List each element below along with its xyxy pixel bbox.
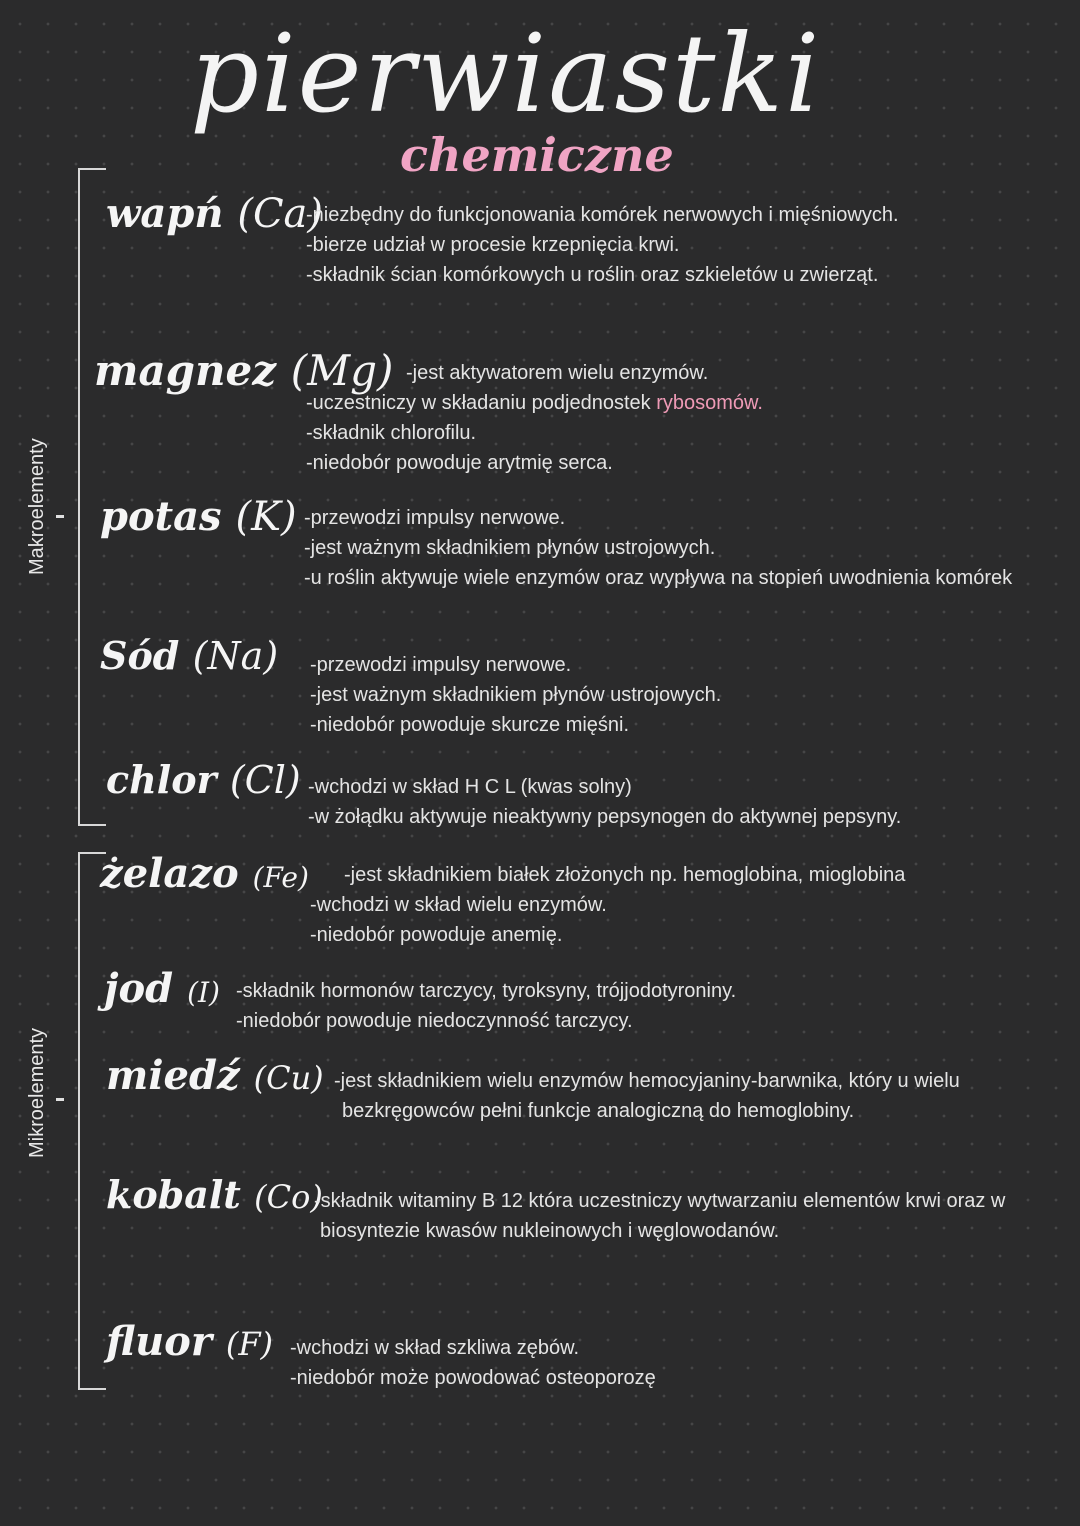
element-name-cu: miedź (Cu) — [106, 1052, 324, 1099]
element-symbol-cl: (Cl) — [229, 758, 301, 802]
element-description-ca — [306, 200, 899, 290]
description-line: -jest składnikiem białek złożonych np. hemoglobina, mioglobina — [344, 864, 906, 886]
description-line: -jest ważnym składnikiem płynów ustrojowych. — [304, 537, 716, 559]
description-line: -jest aktywatorem wielu enzymów. — [406, 362, 709, 384]
element-name-co: kobalt (Co) — [106, 1172, 323, 1217]
description-line: -wchodzi w skład wielu enzymów. — [310, 894, 607, 916]
element-description-na — [310, 650, 721, 740]
highlight-ribosomes: rybosomów. — [656, 392, 763, 414]
element-symbol-fe: (Fe) — [252, 861, 309, 894]
description-line: -wchodzi w skład H C L (kwas solny) — [308, 776, 632, 798]
element-symbol-co: (Co) — [254, 1178, 323, 1216]
description-line: -niedobór powoduje anemię. — [310, 924, 563, 946]
description-line: biosyntezie kwasów nukleinowych i węglowodanów. — [320, 1220, 780, 1242]
element-description-k — [304, 503, 1012, 593]
description-line: -niezbędny do funkcjonowania komórek nerwowych i mięśniowych. — [306, 204, 899, 226]
description-line: -niedobór powoduje arytmię serca. — [306, 452, 613, 474]
element-name-i: jod (I) — [104, 965, 220, 1012]
element-description-mg — [306, 358, 763, 478]
element-symbol-mg: (Mg) — [290, 346, 394, 395]
element-name-ca: wapń (Ca) — [106, 190, 324, 237]
page-subtitle: chemiczne — [400, 128, 674, 182]
element-name-cl: chlor (Cl) — [106, 757, 301, 802]
element-description-fe — [310, 860, 905, 950]
element-symbol-i: (I) — [187, 976, 220, 1009]
microelements-bracket-tick — [56, 1098, 64, 1101]
description-line: -niedobór może powodować osteoporozę — [290, 1367, 656, 1389]
element-name-k: potas (K) — [100, 493, 297, 540]
element-name-fe: żelazo (Fe) — [100, 850, 309, 897]
element-symbol-k: (K) — [235, 494, 297, 540]
description-line: -niedobór powoduje skurcze mięśni. — [310, 714, 630, 736]
description-line: -niedobór powoduje niedoczynność tarczycy. — [236, 1010, 633, 1032]
element-description-cl — [308, 772, 901, 832]
microelements-label: Mikroelementy — [26, 1027, 48, 1158]
element-symbol-ca: (Ca) — [237, 191, 324, 237]
element-name-mg: magnez (Mg) — [94, 346, 394, 395]
description-line: -składnik witaminy B 12 która uczestniczy wytwarzaniu elementów krwi oraz w — [314, 1190, 1006, 1212]
description-line: -jest ważnym składnikiem płynów ustrojowych. — [310, 684, 722, 706]
description-line: -w żołądku aktywuje nieaktywny pepsynogen do aktywnej pepsyny. — [308, 806, 902, 828]
element-symbol-cu: (Cu) — [253, 1059, 324, 1097]
macroelements-label: Makroelementy — [26, 438, 48, 575]
microelements-bracket — [78, 852, 106, 1390]
description-line: -składnik chlorofilu. — [306, 422, 477, 444]
element-description-f — [290, 1333, 656, 1393]
description-line: -wchodzi w skład szkliwa zębów. — [290, 1337, 579, 1359]
description-line: -bierze udział w procesie krzepnięcia krwi. — [306, 234, 680, 256]
description-line: -jest składnikiem wielu enzymów hemocyjaniny-barwnika, który u wielu — [334, 1070, 960, 1092]
description-line: -uczestniczy w składaniu podjednostek rybosomów. — [306, 392, 763, 414]
element-name-na: Sód (Na) — [100, 633, 279, 678]
element-symbol-f: (F) — [225, 1325, 274, 1363]
description-line: -u roślin aktywuje wiele enzymów oraz wypływa na stopień uwodnienia komórek — [304, 567, 1013, 589]
description-line: -przewodzi impulsy nerwowe. — [304, 507, 566, 529]
description-line: -przewodzi impulsy nerwowe. — [310, 654, 572, 676]
macroelements-bracket-tick — [56, 515, 64, 518]
description-line: -składnik ścian komórkowych u roślin oraz szkieletów u zwierząt. — [306, 264, 879, 286]
element-description-co — [314, 1186, 1005, 1246]
element-description-i — [236, 976, 736, 1036]
element-symbol-na: (Na) — [192, 634, 279, 678]
element-name-f: fluor (F) — [106, 1318, 274, 1365]
description-line: bezkręgowców pełni funkcje analogiczną do hemoglobiny. — [342, 1100, 855, 1122]
element-description-cu — [334, 1066, 960, 1126]
description-line: -składnik hormonów tarczycy, tyroksyny, trójjodotyroniny. — [236, 980, 737, 1002]
page-title: pierwiastki — [190, 12, 822, 137]
